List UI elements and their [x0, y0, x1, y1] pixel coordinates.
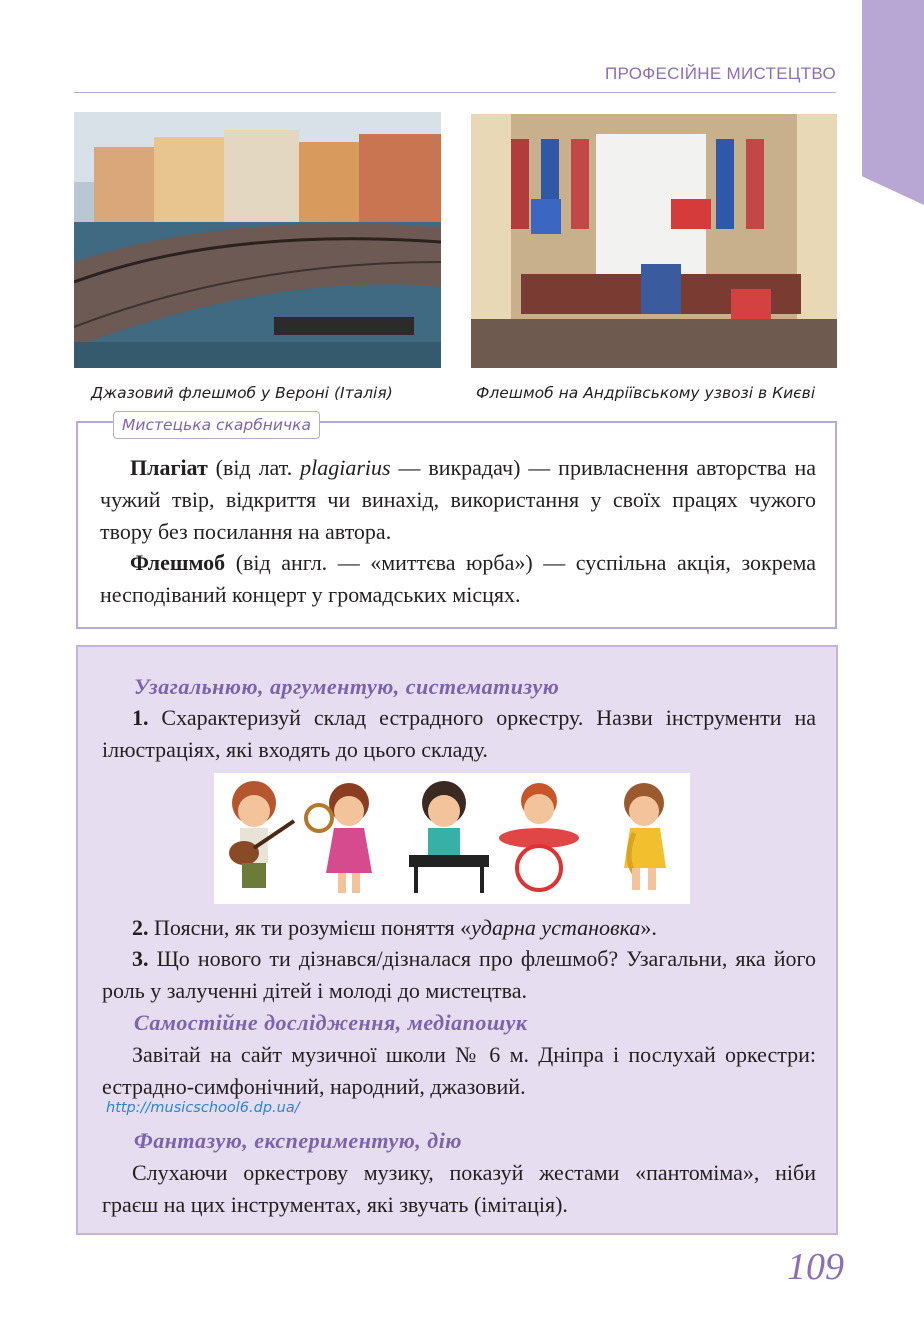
fantasy-text: Слухаючи оркестрову музику, показуй жестами «пантоміма», ніби граєш на цих інструментах, які звучать (імітація). [102, 1160, 816, 1217]
musicschool-link[interactable]: http://musicschool6.dp.ua/ [106, 1100, 300, 1116]
research-text: Завітай на сайт музичної школи № 6 м. Дніпра і послухай оркестри: естрадно-симфонічний, народний, джазовий. [102, 1042, 816, 1099]
task-1: 1. Схарактеризуй склад естрадного оркестру. Назви інструменти на ілюстраціях, які входять до цього складу. [102, 705, 816, 762]
kyiv-photo [471, 114, 837, 368]
definition-flashmob: Флешмоб (від англ. — «миттєва юрба») — суспільна акція, зокрема несподіваний концерт у громадських місцях. [100, 550, 816, 607]
verona-photo [74, 112, 441, 368]
heading-fantasy: Фантазую, експериментую, дію [134, 1128, 462, 1153]
definition-plagiat: Плагіат (від лат. plagiarius — викрадач) — привласнення авторства на чужий твір, відкриття чи винахід, використання у своїх працях чужого твору без посилання на автора. [100, 455, 816, 544]
photo-caption-verona: Джазовий флешмоб у Вероні (Італія) [91, 384, 393, 402]
musician-kids-illustration [214, 773, 690, 904]
running-head: ПРОФЕСІЙНЕ МИСТЕЦТВО [74, 64, 836, 93]
task-3: 3. Що нового ти дізнався/дізналася про флешмоб? Узагальни, яка його роль у залученні дітей і молоді до мистецтва. [102, 946, 816, 1003]
heading-generalize: Узагальнюю, аргументую, систематизую [134, 674, 560, 699]
chapter-tab [862, 0, 924, 205]
heading-research: Самостійне дослідження, медіапошук [134, 1010, 528, 1035]
term-plagiat: Плагіат [130, 455, 208, 480]
treasury-label: Мистецька скарбничка [113, 411, 320, 439]
term-flashmob: Флешмоб [130, 550, 226, 575]
photo-caption-kyiv: Флешмоб на Андріївському узвозі в Києві [476, 384, 816, 402]
latin-word: plagiarius [300, 455, 391, 480]
task-2: 2. Поясни, як ти розумієш поняття «ударна установка». [132, 915, 657, 940]
term-drum-kit: ударна установка [471, 915, 641, 940]
page-number: 109 [787, 1246, 844, 1288]
